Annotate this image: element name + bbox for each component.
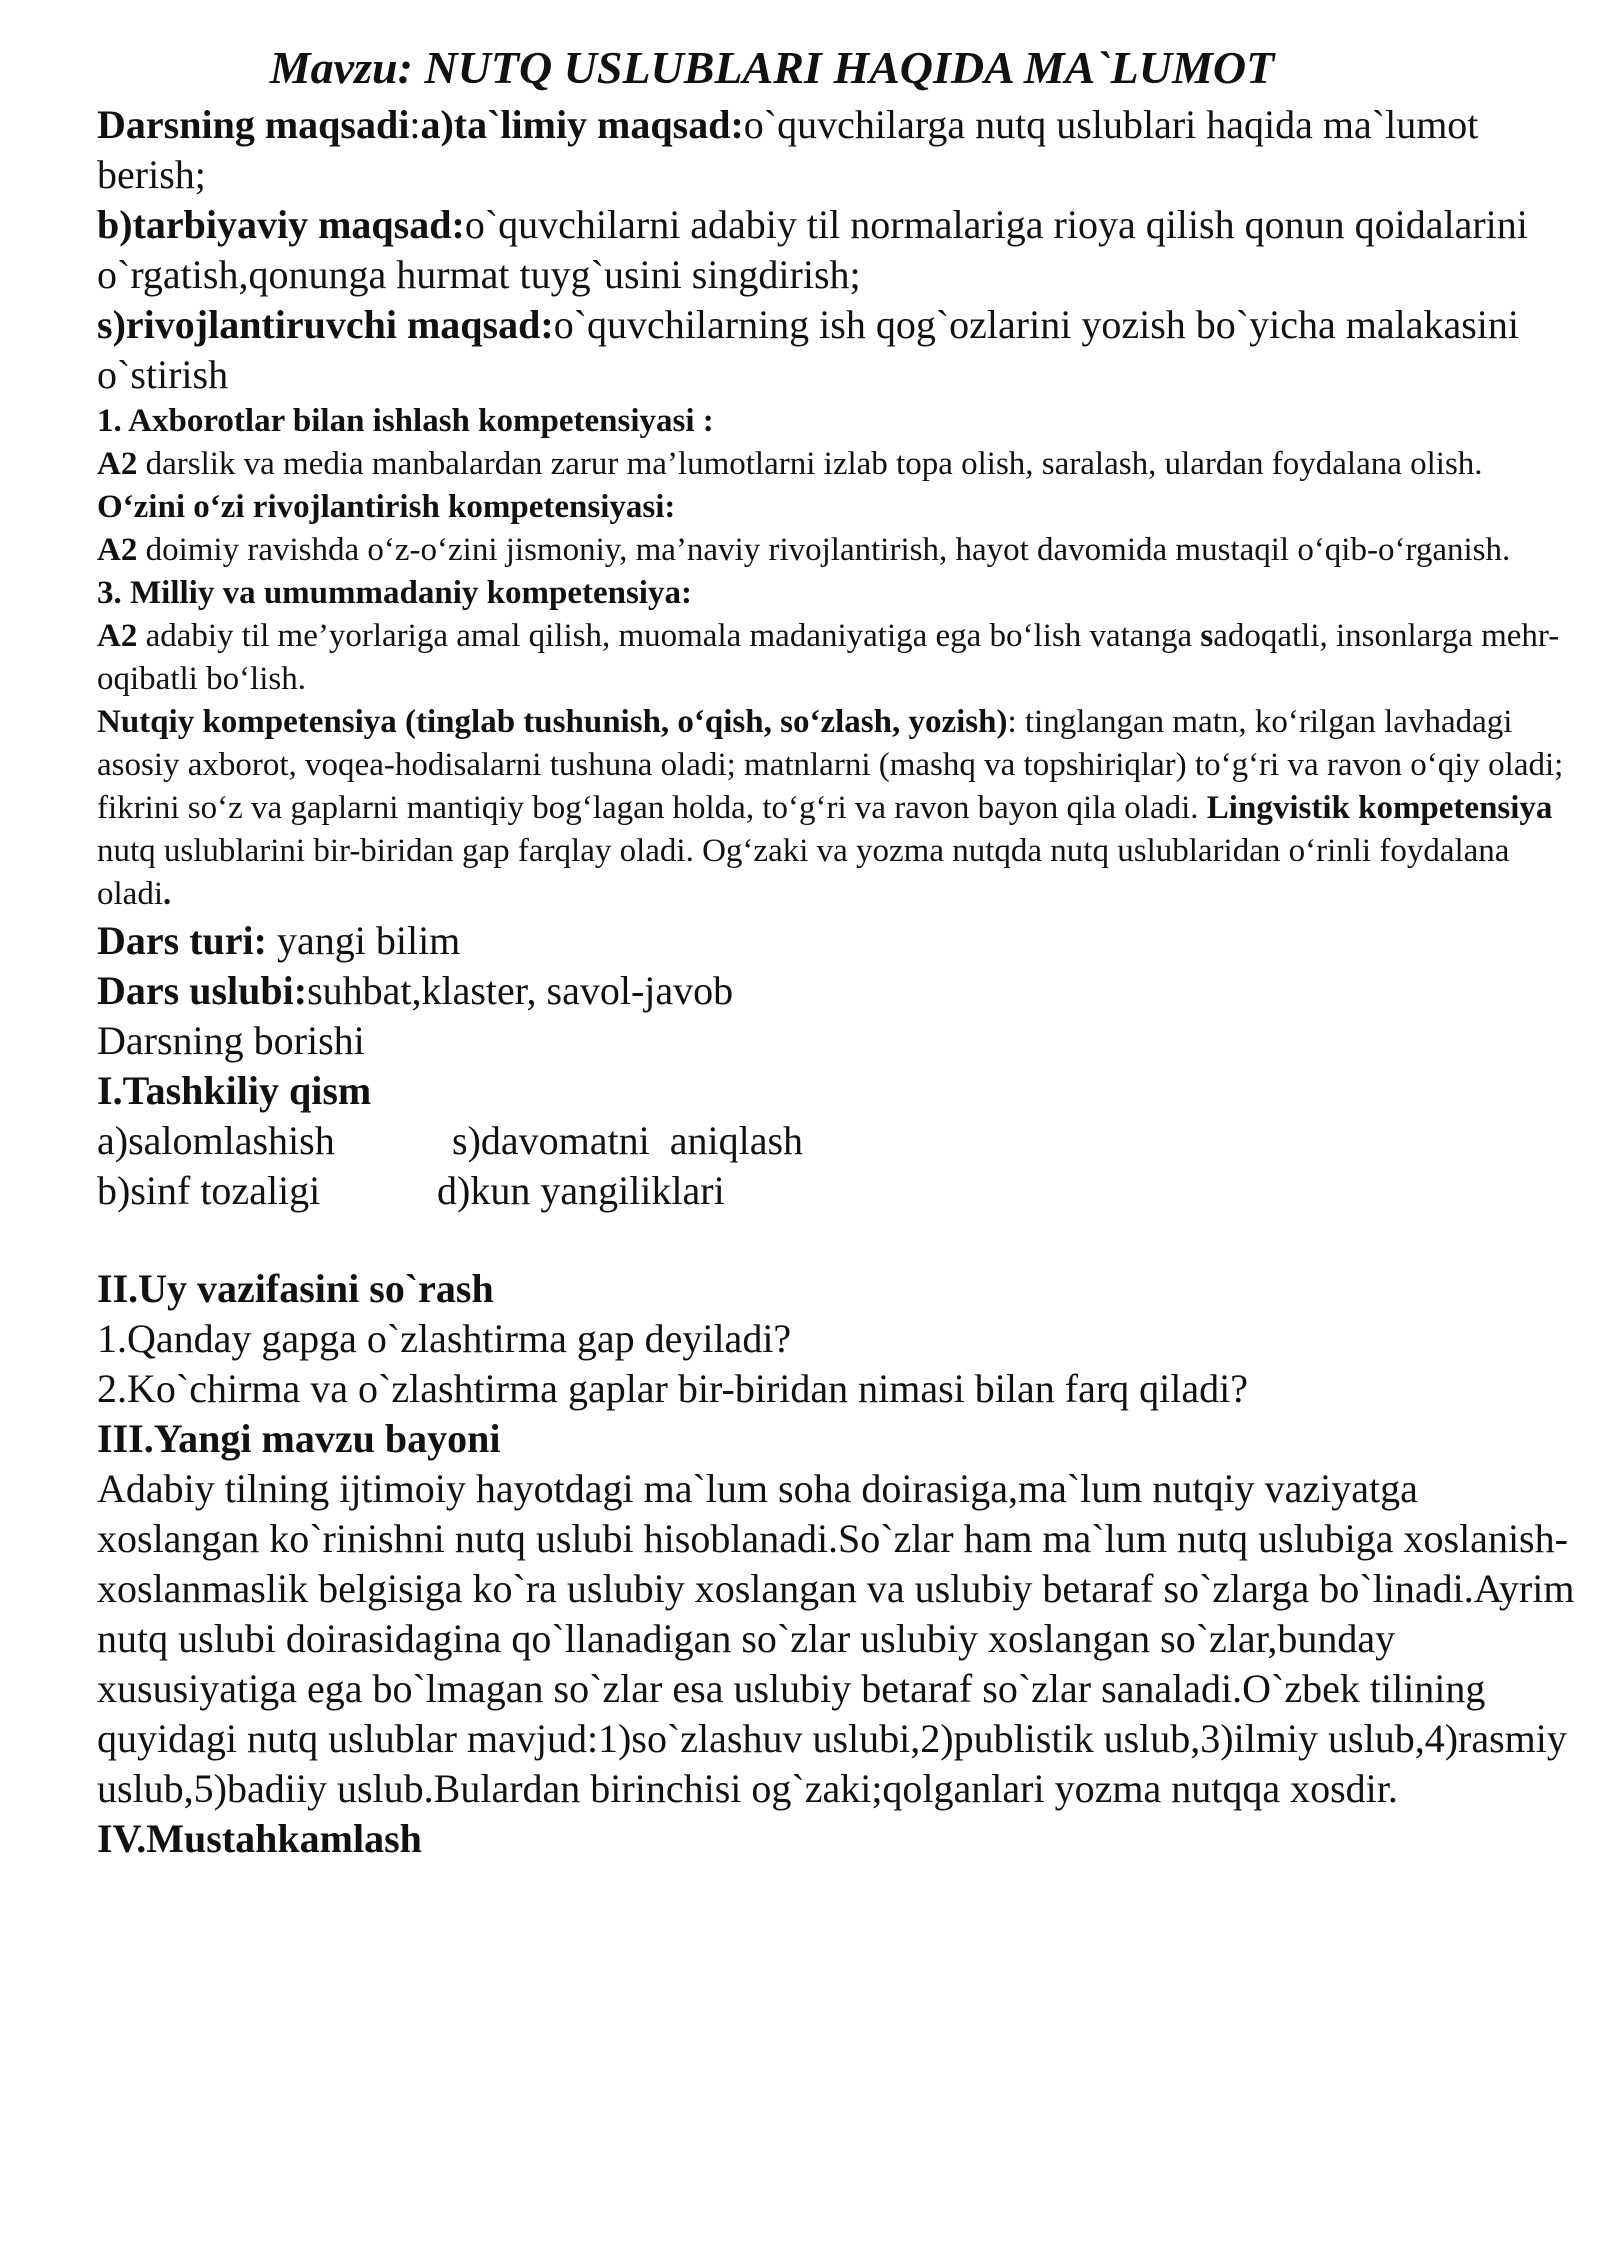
list-item: b)sinf tozaligi [97, 1168, 321, 1213]
lesson-type [97, 916, 1577, 966]
section-3-title: III.Yangi mavzu bayoni [97, 1416, 501, 1461]
nutqiy-heading: Nutqiy kompetensiya (tinglab tushunish, o‘qish, so‘zlash, yozish) [97, 704, 1008, 740]
goal-a-text: o`quvchilarga nutq uslublari haqida ma`lumot berish; [97, 102, 1479, 197]
nutqiy-text: : tinglangan matn, ko‘rilgan lavhadagi asosiy axborot, voqea-hodisalarni tushuna oladi; matnlarni (mashq va topshiriqlar) to‘g‘ri va ravon o‘qiy oladi; fikrini so‘z va gaplarni mantiqiy bog‘lagan holda, to‘g‘ri va ravon bayon qila oladi. [97, 704, 1564, 826]
section-4-title: IV.Mustahkamlash [97, 1816, 422, 1861]
competency-3-level: A2 [97, 618, 138, 654]
lesson-type-value: yangi bilim [266, 918, 461, 963]
lingvistik-end: . [162, 876, 172, 912]
goal-b-label: b)tarbiyaviy maqsad: [97, 202, 465, 247]
competency-1-text: darslik va media manbalardan zarur ma’lumotlarni izlab topa olish, saralash, ulardan foydalana olish. [137, 446, 1483, 482]
question-2: 2.Ko`chirma va o`zlashtirma gaplar bir-biridan nimasi bilan farq qiladi? [97, 1366, 1249, 1411]
competency-2-text: doimiy ravishda o‘z-o‘zini jismoniy, ma’naviy rivojlantirish, hayot davomida mustaqil o‘qib-o‘rganish. [137, 532, 1511, 568]
competency-2-heading [97, 486, 1577, 529]
competency-1-body [97, 443, 1577, 486]
goal-rivojlantiruvchi [97, 300, 1577, 400]
goal-s-label: s)rivojlantiruvchi maqsad: [97, 302, 554, 347]
nutqiy-competency [97, 701, 1577, 916]
competency-1-level: A2 [97, 446, 138, 482]
competency-3-body [97, 615, 1577, 701]
section-3-heading [97, 1414, 1577, 1464]
section-4-heading [97, 1814, 1577, 1864]
lingvistik-heading: Lingvistik kompetensiya [1206, 790, 1553, 826]
section-3-text: Adabiy tilning ijtimoiy hayotdagi ma`lum soha doirasiga,ma`lum nutqiy vaziyatga xoslangan ko`rinishni nutq uslubi hisoblanadi.So`zlar ham ma`lum nutq uslubiga xoslanish-xoslanmaslik belgisiga ko`ra uslubiy xoslangan va uslubiy betaraf so`zlarga bo`linadi.Ayrim nutq uslubi doirasidagina qo`llanadigan so`zlar uslubiy xoslangan so`zlar,bunday xususiyatiga ega bo`lmagan so`zlar esa uslubiy betaraf so`zlar sanaladi.O`zbek tilining quyidagi nutq uslublar mavjud:1)so`zlashuv uslubi,2)publistik uslub,3)ilmiy uslub,4)rasmiy uslub,5)badiiy uslub.Bulardan birinchisi og`zaki;qolganlari yozma nutqqa xosdir. [97, 1466, 1575, 1811]
lesson-process: Darsning borishi [97, 1018, 365, 1063]
list-item: a)salomlashish [97, 1118, 335, 1163]
spacer [97, 1216, 1577, 1264]
goals-colon: : [409, 102, 421, 147]
section-1-row-2 [97, 1166, 1577, 1216]
lesson-method-label: Dars uslubi: [97, 968, 308, 1013]
competency-3-title: 3. Milliy va umummadaniy kompetensiya: [97, 575, 692, 611]
competency-3-bold-letter: s [1200, 618, 1214, 654]
section-2-title: II.Uy vazifasini so`rash [97, 1266, 494, 1311]
competency-1-title: 1. Axborotlar bilan ishlash kompetensiyasi : [97, 403, 714, 439]
competency-3-heading [97, 572, 1577, 615]
section-1-heading [97, 1066, 1577, 1116]
page-title: Mavzu: NUTQ USLUBLARI HAQIDA MA`LUMOT [269, 42, 1275, 93]
section-2-heading [97, 1264, 1577, 1314]
competency-2-body [97, 529, 1577, 572]
lesson-method-value: suhbat,klaster, savol-javob [307, 968, 734, 1013]
section-1-title: I.Tashkiliy qism [97, 1068, 372, 1113]
competency-2-level: A2 [97, 532, 138, 568]
section-1-row-1 [97, 1116, 1577, 1166]
lingvistik-text: nutq uslublarini bir-biridan gap farqlay oladi. Og‘zaki va yozma nutqda nutq uslublaridan o‘rinli foydalana oladi [97, 833, 1510, 912]
goals-label: Darsning maqsadi [97, 102, 410, 147]
competency-2-title: O‘zini o‘zi rivojlantirish kompetensiyasi: [97, 489, 676, 525]
lesson-type-label: Dars turi: [97, 918, 267, 963]
goal-a-label: a)ta`limiy maqsad: [420, 102, 744, 147]
goal-talimiy [97, 100, 1577, 200]
question-1: 1.Qanday gapga o`zlashtirma gap deyiladi? [97, 1316, 792, 1361]
competency-1-heading [97, 400, 1577, 443]
list-item: d)kun yangiliklari [437, 1168, 725, 1213]
document-page [97, 38, 1577, 1864]
competency-3-text-a: adabiy til me’yorlariga amal qilish, muomala madaniyatiga ega bo‘lish vatanga [137, 618, 1201, 654]
goal-b-text: o`quvchilarni adabiy til normalariga rioya qilish qonun qoidalarini o`rgatish,qonunga hurmat tuyg`usini singdirish; [97, 202, 1528, 297]
goal-tarbiyaviy [97, 200, 1577, 300]
goal-s-text: o`quvchilarning ish qog`ozlarini yozish bo`yicha malakasini o`stirish [97, 302, 1519, 397]
competency-3-text-b: adoqatli, insonlarga mehr-oqibatli bo‘lish. [97, 618, 1560, 697]
lesson-method [97, 966, 1577, 1016]
list-item: s)davomatni aniqlash [442, 1118, 804, 1163]
